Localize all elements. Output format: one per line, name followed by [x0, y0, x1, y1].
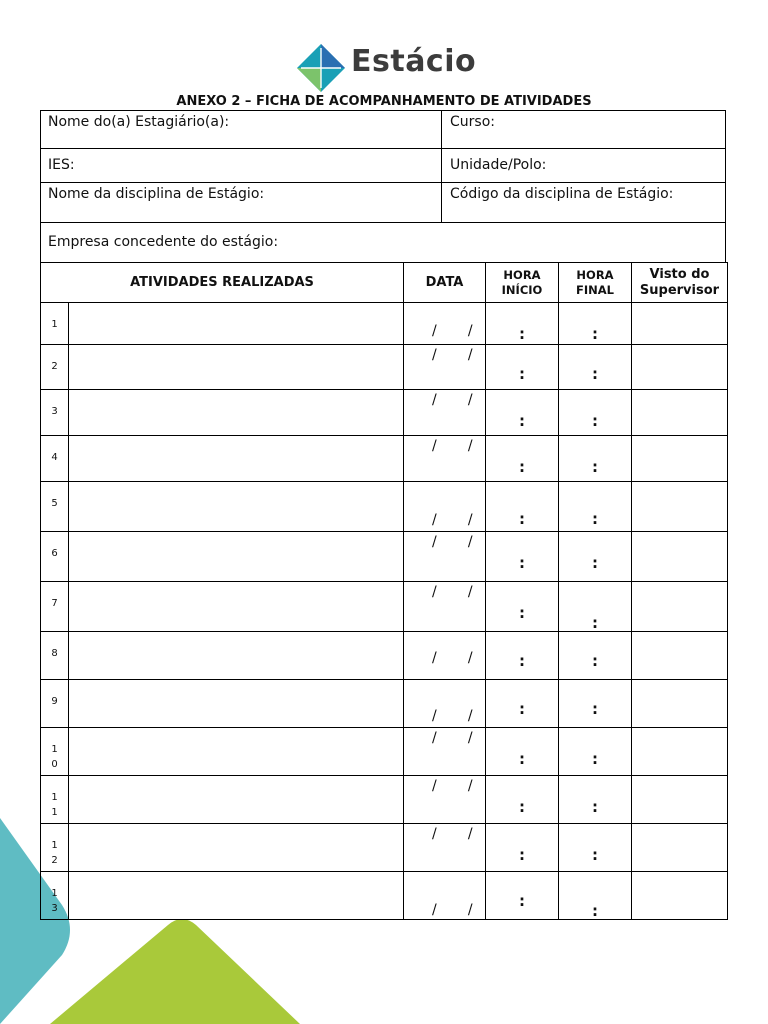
- date-cell[interactable]: [404, 728, 486, 776]
- date-slashes: / /: [432, 708, 473, 724]
- document-title: ANEXO 2 – FICHA DE ACOMPANHAMENTO DE ATIVIDADES: [176, 94, 592, 109]
- row-number-digit: 5: [51, 498, 58, 509]
- time-colon: :: [519, 510, 525, 528]
- time-colon: :: [519, 554, 525, 572]
- row-number-digit: 7: [51, 598, 58, 609]
- table-row: [41, 776, 728, 824]
- activity-cell[interactable]: [69, 728, 404, 776]
- activity-cell[interactable]: [69, 532, 404, 582]
- end-time-cell[interactable]: [559, 390, 632, 436]
- supervisor-check-cell[interactable]: [632, 390, 728, 436]
- date-cell[interactable]: [404, 303, 486, 345]
- date-cell[interactable]: [404, 632, 486, 680]
- end-time-cell[interactable]: [559, 345, 632, 390]
- time-colon: :: [519, 892, 525, 910]
- header-visto: [632, 263, 728, 303]
- supervisor-check-cell[interactable]: [632, 532, 728, 582]
- supervisor-check-cell[interactable]: [632, 632, 728, 680]
- date-slashes: / /: [432, 438, 473, 454]
- end-time-cell[interactable]: [559, 582, 632, 632]
- time-colon: :: [592, 365, 598, 383]
- row-number-digit: 1: [51, 807, 58, 818]
- date-cell[interactable]: [404, 582, 486, 632]
- supervisor-check-cell[interactable]: [632, 582, 728, 632]
- row-number: [41, 824, 69, 872]
- row-number: [41, 345, 69, 390]
- table-row: [41, 632, 728, 680]
- supervisor-check-cell[interactable]: [632, 728, 728, 776]
- field-nome-disciplina[interactable]: Nome da disciplina de Estágio:: [48, 186, 265, 202]
- table-row: [41, 482, 728, 532]
- info-divider-v: [441, 110, 442, 223]
- date-cell[interactable]: [404, 532, 486, 582]
- row-number: [41, 303, 69, 345]
- field-empresa[interactable]: Empresa concedente do estágio:: [48, 234, 279, 250]
- end-time-cell[interactable]: [559, 728, 632, 776]
- activity-cell[interactable]: [69, 776, 404, 824]
- header-data: DATA: [404, 263, 486, 303]
- time-colon: :: [592, 750, 598, 768]
- field-codigo-disciplina[interactable]: Código da disciplina de Estágio:: [450, 186, 674, 202]
- time-colon: :: [592, 846, 598, 864]
- table-row: [41, 872, 728, 920]
- field-ies[interactable]: IES:: [48, 157, 75, 173]
- row-number-digit: 1: [51, 792, 58, 803]
- header-hora-inicio-l2: INÍCIO: [501, 282, 543, 297]
- end-time-cell[interactable]: [559, 303, 632, 345]
- end-time-cell[interactable]: [559, 824, 632, 872]
- start-time-cell[interactable]: [486, 728, 559, 776]
- activity-cell[interactable]: [69, 390, 404, 436]
- date-slashes: / /: [432, 392, 473, 408]
- row-number: [41, 728, 69, 776]
- date-cell[interactable]: [404, 776, 486, 824]
- start-time-cell[interactable]: [486, 680, 559, 728]
- activity-cell[interactable]: [69, 872, 404, 920]
- row-number-digit: 1: [51, 319, 58, 330]
- table-row: [41, 824, 728, 872]
- table-row: [41, 303, 728, 345]
- header-hora-inicio: [486, 263, 559, 303]
- start-time-cell[interactable]: [486, 632, 559, 680]
- time-colon: :: [592, 412, 598, 430]
- start-time-cell[interactable]: [486, 345, 559, 390]
- time-colon: :: [519, 846, 525, 864]
- table-row: [41, 582, 728, 632]
- time-colon: :: [519, 325, 525, 343]
- row-number-digit: 2: [51, 361, 58, 372]
- end-time-cell[interactable]: [559, 776, 632, 824]
- supervisor-check-cell[interactable]: [632, 680, 728, 728]
- row-number: [41, 532, 69, 582]
- date-slashes: / /: [432, 778, 473, 794]
- date-cell[interactable]: [404, 345, 486, 390]
- time-colon: :: [592, 700, 598, 718]
- time-colon: :: [592, 902, 598, 920]
- start-time-cell[interactable]: [486, 582, 559, 632]
- date-cell[interactable]: [404, 390, 486, 436]
- supervisor-check-cell[interactable]: [632, 345, 728, 390]
- time-colon: :: [592, 458, 598, 476]
- activity-cell[interactable]: [69, 680, 404, 728]
- start-time-cell[interactable]: [486, 776, 559, 824]
- start-time-cell[interactable]: [486, 824, 559, 872]
- date-slashes: / /: [432, 534, 473, 550]
- time-colon: :: [592, 554, 598, 572]
- header-hora-final-l1: HORA: [576, 267, 614, 282]
- time-colon: :: [519, 604, 525, 622]
- table-row: [41, 345, 728, 390]
- date-slashes: / /: [432, 323, 473, 339]
- time-colon: :: [519, 652, 525, 670]
- header-atividades: ATIVIDADES REALIZADAS: [41, 263, 404, 303]
- activity-cell[interactable]: [69, 303, 404, 345]
- info-divider-h2: [40, 182, 726, 183]
- row-number: [41, 776, 69, 824]
- time-colon: :: [592, 798, 598, 816]
- end-time-cell[interactable]: [559, 482, 632, 532]
- row-number-digit: 6: [51, 548, 58, 559]
- activity-cell[interactable]: [69, 632, 404, 680]
- header-visto-l2: Supervisor: [639, 282, 720, 298]
- date-slashes: / /: [432, 512, 473, 528]
- row-number-digit: 1: [51, 744, 58, 755]
- row-number-digit: 2: [51, 855, 58, 866]
- field-unidade-polo[interactable]: Unidade/Polo:: [450, 157, 547, 173]
- activity-cell[interactable]: [69, 482, 404, 532]
- time-colon: :: [519, 458, 525, 476]
- field-nome-estagiario[interactable]: Nome do(a) Estagiário(a):: [48, 114, 230, 130]
- row-number: [41, 436, 69, 482]
- start-time-cell[interactable]: [486, 303, 559, 345]
- info-divider-h3: [40, 222, 726, 223]
- start-time-cell[interactable]: [486, 390, 559, 436]
- supervisor-check-cell[interactable]: [632, 482, 728, 532]
- row-number-digit: 1: [51, 840, 58, 851]
- activity-cell[interactable]: [69, 582, 404, 632]
- table-row: [41, 680, 728, 728]
- header-hora-final: [559, 263, 632, 303]
- header-hora-inicio-l1: HORA: [503, 267, 541, 282]
- table-row: [41, 532, 728, 582]
- supervisor-check-cell[interactable]: [632, 303, 728, 345]
- estacio-logo: [295, 42, 485, 94]
- info-divider-h1: [40, 148, 726, 149]
- date-cell[interactable]: [404, 872, 486, 920]
- table-row: [41, 390, 728, 436]
- supervisor-check-cell[interactable]: [632, 776, 728, 824]
- date-cell[interactable]: [404, 482, 486, 532]
- row-number-digit: 8: [51, 648, 58, 659]
- row-number-digit: 3: [51, 406, 58, 417]
- row-number-digit: 3: [51, 903, 58, 914]
- date-cell[interactable]: [404, 824, 486, 872]
- time-colon: :: [592, 510, 598, 528]
- field-curso[interactable]: Curso:: [450, 114, 495, 130]
- date-slashes: / /: [432, 826, 473, 842]
- row-number: [41, 482, 69, 532]
- row-number-digit: 0: [51, 759, 58, 770]
- start-time-cell[interactable]: [486, 482, 559, 532]
- time-colon: :: [519, 750, 525, 768]
- time-colon: :: [592, 325, 598, 343]
- row-number: [41, 582, 69, 632]
- row-number: [41, 680, 69, 728]
- header-visto-l1: Visto do: [649, 266, 710, 282]
- start-time-cell[interactable]: [486, 436, 559, 482]
- time-colon: :: [592, 652, 598, 670]
- table-row: [41, 436, 728, 482]
- date-cell[interactable]: [404, 436, 486, 482]
- time-colon: :: [519, 365, 525, 383]
- table-row: [41, 728, 728, 776]
- logo-wordmark: Estácio: [351, 44, 477, 79]
- time-colon: :: [592, 614, 598, 632]
- activity-cell[interactable]: [69, 824, 404, 872]
- date-slashes: / /: [432, 902, 473, 918]
- header-hora-final-l2: FINAL: [576, 282, 614, 297]
- end-time-cell[interactable]: [559, 680, 632, 728]
- start-time-cell[interactable]: [486, 872, 559, 920]
- time-colon: :: [519, 798, 525, 816]
- row-number-digit: 9: [51, 696, 58, 707]
- date-slashes: / /: [432, 584, 473, 600]
- activities-table: [40, 262, 728, 920]
- supervisor-check-cell[interactable]: [632, 872, 728, 920]
- time-colon: :: [519, 412, 525, 430]
- row-number: [41, 390, 69, 436]
- row-number: [41, 872, 69, 920]
- start-time-cell[interactable]: [486, 532, 559, 582]
- row-number-digit: 1: [51, 888, 58, 899]
- row-number: [41, 632, 69, 680]
- supervisor-check-cell[interactable]: [632, 824, 728, 872]
- date-slashes: / /: [432, 347, 473, 363]
- activity-cell[interactable]: [69, 436, 404, 482]
- date-slashes: / /: [432, 730, 473, 746]
- activity-cell[interactable]: [69, 345, 404, 390]
- end-time-cell[interactable]: [559, 436, 632, 482]
- time-colon: :: [519, 700, 525, 718]
- end-time-cell[interactable]: [559, 872, 632, 920]
- logo-diamond-icon: [295, 42, 347, 94]
- end-time-cell[interactable]: [559, 532, 632, 582]
- supervisor-check-cell[interactable]: [632, 436, 728, 482]
- row-number-digit: 4: [51, 452, 58, 463]
- end-time-cell[interactable]: [559, 632, 632, 680]
- date-slashes: / /: [432, 650, 473, 666]
- date-cell[interactable]: [404, 680, 486, 728]
